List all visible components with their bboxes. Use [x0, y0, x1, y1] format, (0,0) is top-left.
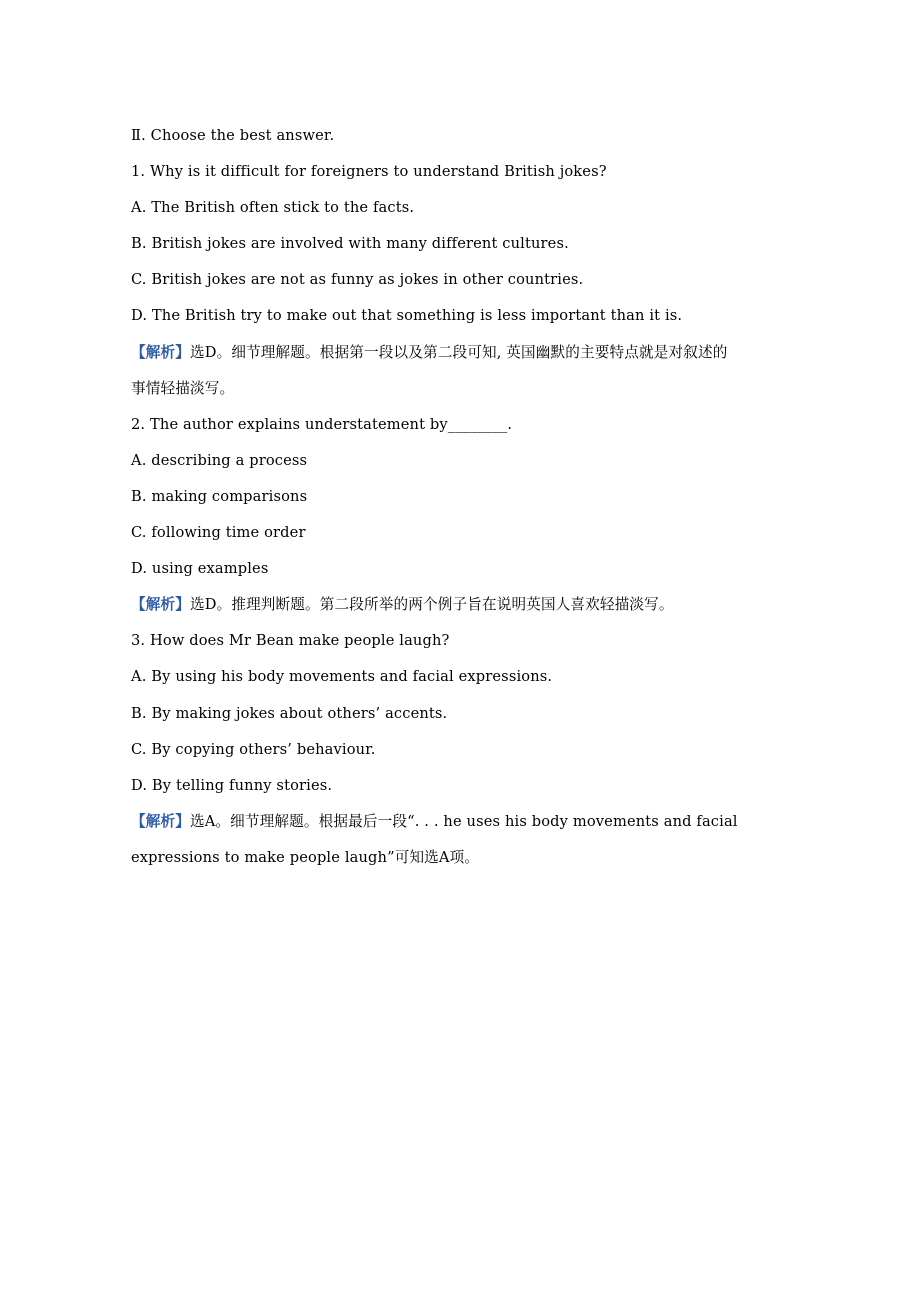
explanation-tag: 【解析】: [131, 343, 190, 361]
explanation-continuation: expressions to make people laugh”可知选A项。: [131, 848, 480, 866]
question-stem: 2. The author explains understatement by________.: [131, 415, 513, 433]
explanation-tag: 【解析】: [131, 596, 190, 614]
explanation-tag: 【解析】: [131, 812, 190, 830]
section-heading: Ⅱ. Choose the best answer.: [131, 127, 335, 144]
explanation-line: [131, 335, 811, 371]
explanation-text: 选D。细节理解题。根据第一段以及第二段可知, 英国幽默的主要特点就是对叙述的: [189, 343, 728, 361]
answer-option: C. By copying others’ behaviour.: [131, 740, 376, 758]
answer-option: D. The British try to make out that something is less important than it is.: [131, 307, 683, 325]
answer-option: A. describing a process: [131, 451, 308, 469]
explanation-line: [131, 587, 811, 623]
question-stem: 3. How does Mr Bean make people laugh?: [131, 632, 450, 650]
answer-option: A. The British often stick to the facts.: [131, 199, 415, 217]
explanation-text: 选A。细节理解题。根据最后一段“. . . he uses his body movements and facial: [189, 812, 738, 830]
answer-option: C. following time order: [131, 524, 306, 542]
answer-option: D. By telling funny stories.: [131, 776, 333, 794]
question-stem: 1. Why is it difficult for foreigners to understand British jokes?: [131, 163, 607, 181]
explanation-text: 选D。推理判断题。第二段所举的两个例子旨在说明英国人喜欢轻描淡写。: [189, 596, 674, 614]
explanation-line: [131, 804, 811, 840]
exercise-content: [131, 118, 811, 876]
answer-option: D. using examples: [131, 560, 269, 578]
answer-option: A. By using his body movements and facial expressions.: [131, 668, 553, 686]
answer-option: B. British jokes are involved with many different cultures.: [131, 235, 569, 253]
answer-option: B. making comparisons: [131, 487, 308, 505]
explanation-continuation: 事情轻描淡写。: [131, 379, 235, 397]
question-block: [131, 407, 811, 624]
answer-option: C. British jokes are not as funny as jokes in other countries.: [131, 271, 584, 289]
question-block: [131, 154, 811, 407]
question-block: [131, 623, 811, 876]
answer-option: B. By making jokes about others’ accents.: [131, 704, 448, 722]
